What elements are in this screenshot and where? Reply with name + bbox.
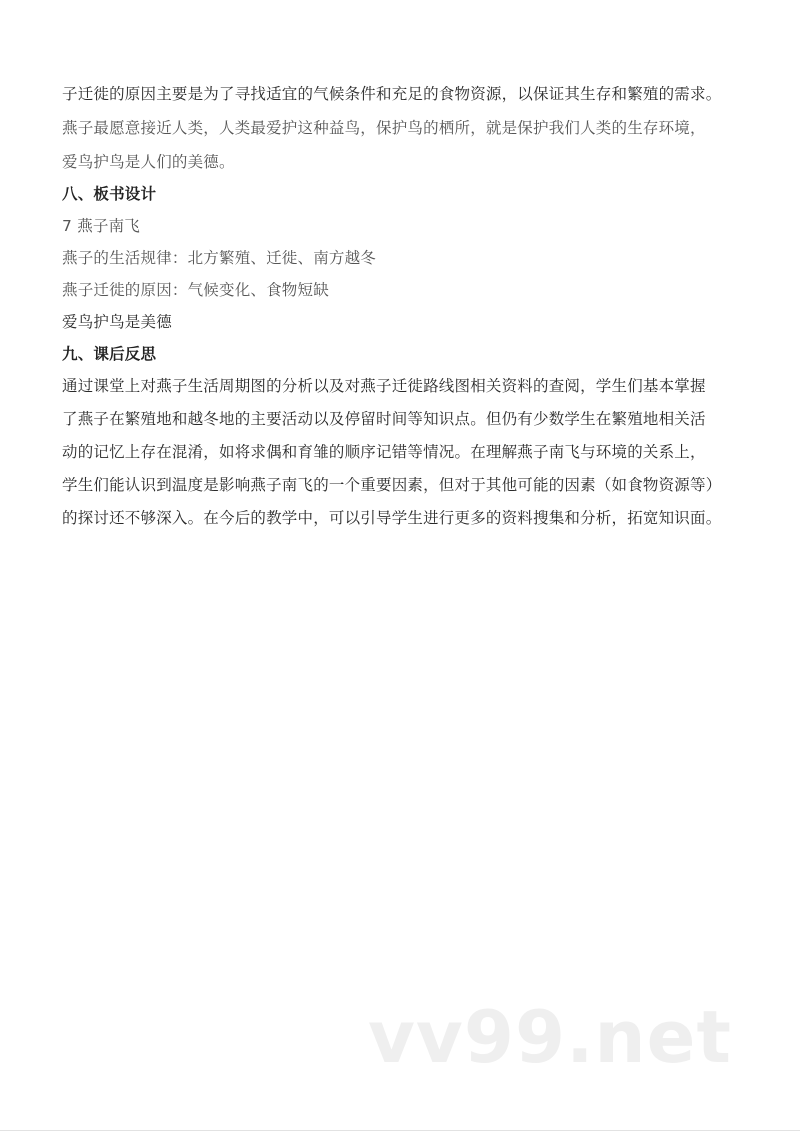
reflection-line: 学生们能认识到温度是影响燕子南飞的一个重要因素，但对于其他可能的因素（如食物资源等） xyxy=(62,476,722,494)
board-design-item: 燕子的生活规律：北方繁殖、迁徙、南方越冬 xyxy=(62,249,377,267)
section-heading-board-design: 八、板书设计 xyxy=(62,185,157,203)
site-watermark: vv99.net xyxy=(368,995,732,1079)
reflection-line: 了燕子在繁殖地和越冬地的主要活动以及停留时间等知识点。但仍有少数学生在繁殖地相关活 xyxy=(62,410,706,428)
reflection-line: 通过课堂上对燕子生活周期图的分析以及对燕子迁徙路线图相关资料的查阅，学生们基本掌握 xyxy=(62,377,706,395)
reflection-line: 动的记忆上存在混淆，如将求偶和育雏的顺序记错等情况。在理解燕子南飞与环境的关系上， xyxy=(62,443,706,461)
board-design-item: 7 燕子南飞 xyxy=(62,217,140,235)
board-design-item: 燕子迁徙的原因：气候变化、食物短缺 xyxy=(62,281,329,299)
paragraph-line: 燕子最愿意接近人类，人类最爱护这种益鸟，保护鸟的栖所，就是保护我们人类的生存环境， xyxy=(62,119,706,137)
paragraph-line: 子迁徙的原因主要是为了寻找适宜的气候条件和充足的食物资源，以保证其生存和繁殖的需求。 xyxy=(62,85,722,103)
section-heading-reflection: 九、课后反思 xyxy=(62,345,157,363)
page-bottom-divider xyxy=(0,1130,800,1131)
paragraph-line: 爱鸟护鸟是人们的美德。 xyxy=(62,153,235,171)
reflection-line: 的探讨还不够深入。在今后的教学中，可以引导学生进行更多的资料搜集和分析，拓宽知识面。 xyxy=(62,509,722,527)
board-design-item: 爱鸟护鸟是美德 xyxy=(62,313,172,331)
